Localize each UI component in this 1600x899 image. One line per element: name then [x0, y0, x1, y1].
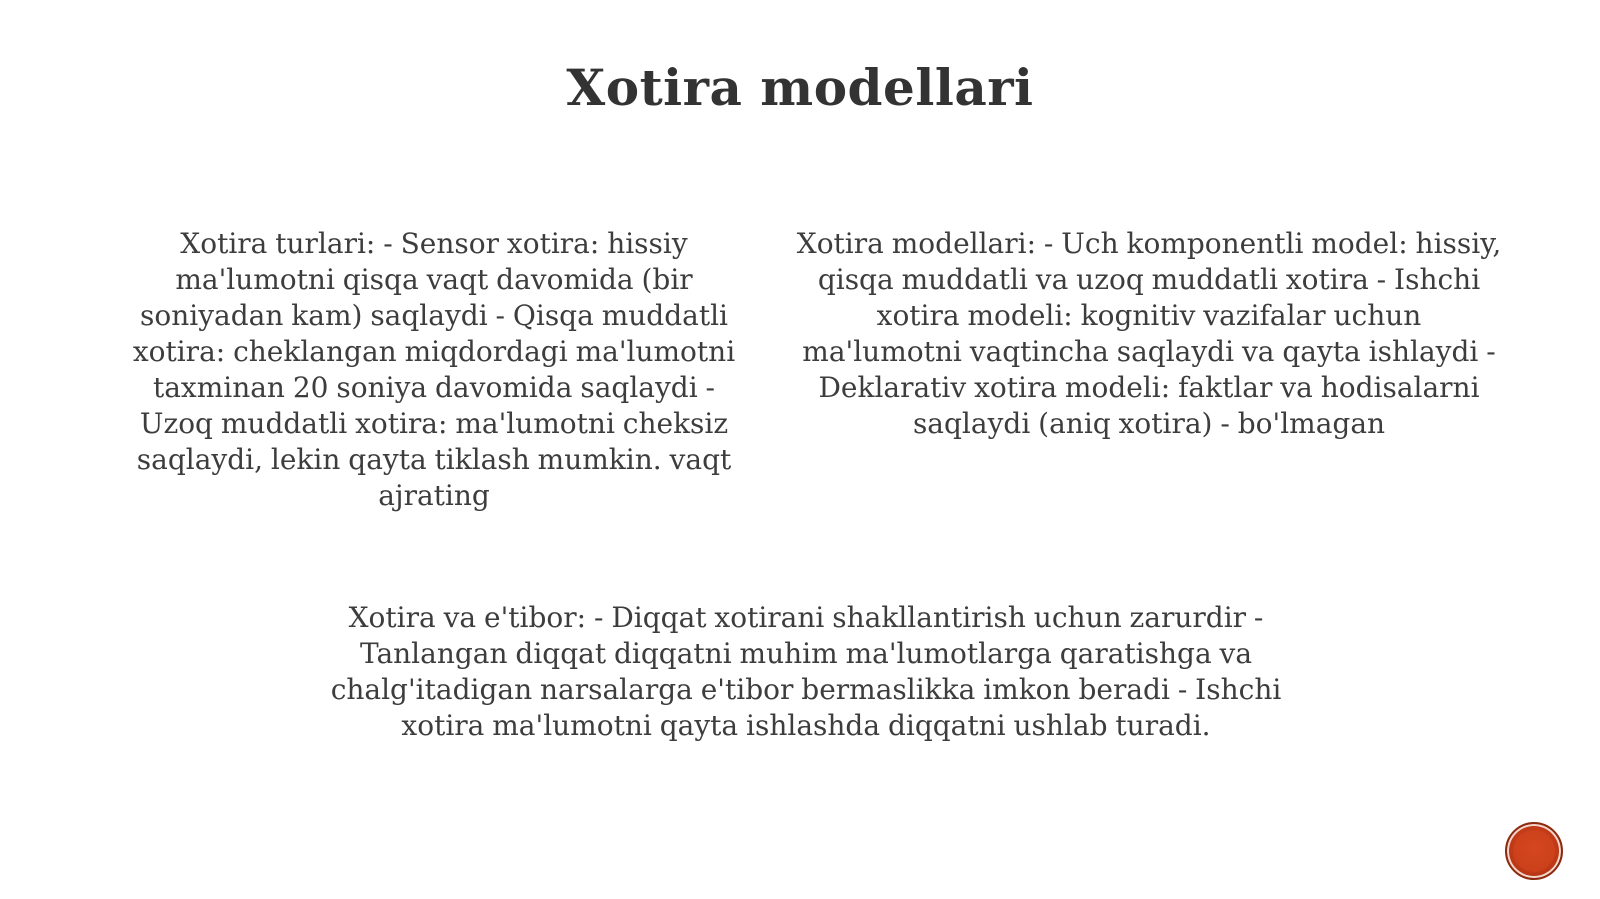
memory-attention-text: Xotira va e'tibor: - Diqqat xotirani shakllantirish uchun zarurdir - Tanlangan diqqat diqqatni muhim ma'lumotlarga qaratishga va chalg'itadigan narsalarga e'tibor bermaslikka imkon beradi - Ishchi xotira ma'lumotni qayta ishlashda diqqatni ushlab turadi. — [330, 601, 1282, 742]
slide-title: Xotira modellari — [566, 58, 1034, 117]
next-slide-button[interactable] — [1505, 822, 1563, 880]
circle-nav-icon — [1513, 830, 1555, 872]
memory-types-text: Xotira turlari: - Sensor xotira: hissiy ma'lumotni qisqa vaqt davomida (bir soniyadan kam) saqlaydi - Qisqa muddatli xotira: cheklangan miqdordagi ma'lumotni taxminan 20 soniya davomida saqlaydi - Uzoq muddatli xotira: ma'lumotni cheksiz saqlaydi, lekin qayta tiklash mumkin. vaqt ajrating — [132, 227, 736, 512]
memory-models-text: Xotira modellari: - Uch komponentli model: hissiy, qisqa muddatli va uzoq muddatli xotira - Ishchi xotira modeli: kognitiv vazifalar uchun ma'lumotni vaqtincha saqlaydi va qayta ishlaydi - Deklarativ xotira modeli: faktlar va hodisalarni saqlaydi (aniq xotira) - bo'lmagan — [796, 227, 1502, 440]
